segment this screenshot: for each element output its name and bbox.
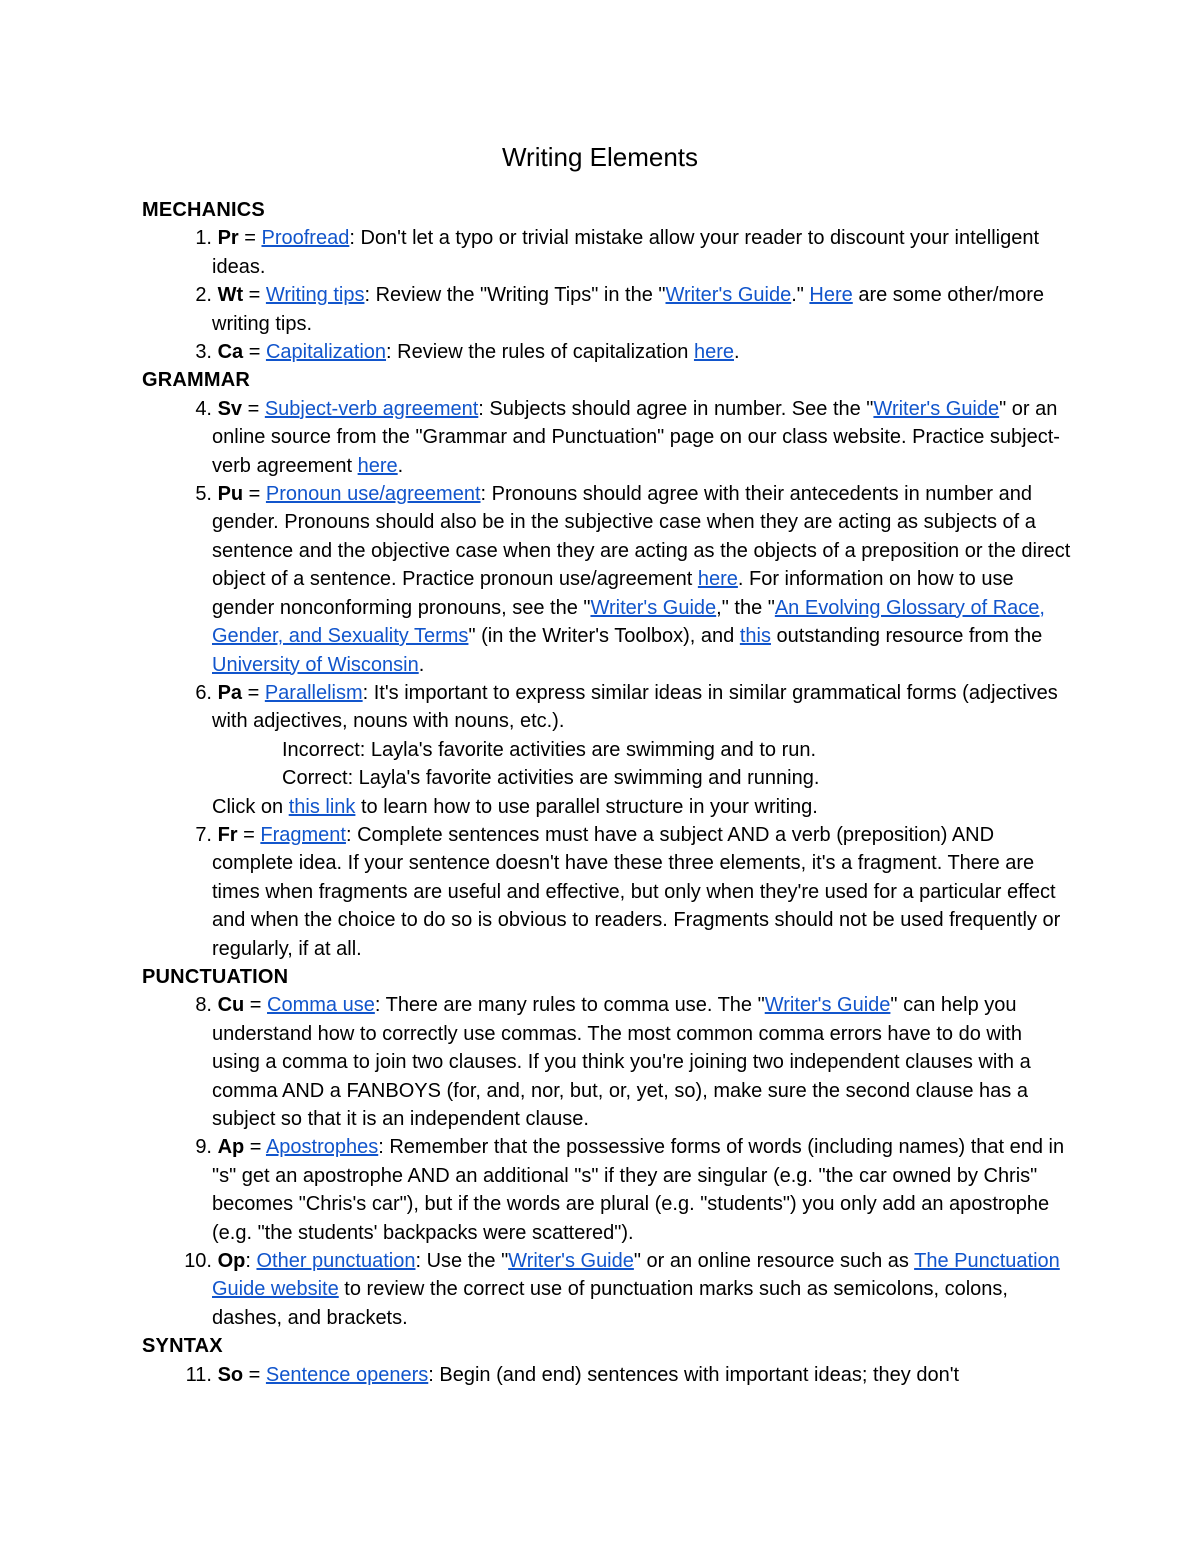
- item-number: 2.: [195, 284, 212, 307]
- item-text: : Subjects should agree in number. See the ": [478, 397, 874, 420]
- item-number: 11.: [185, 1363, 212, 1386]
- writers-guide-link[interactable]: Writer's Guide: [873, 397, 1000, 420]
- equals-text: =: [238, 227, 262, 250]
- parallelism-link[interactable]: Parallelism: [264, 681, 363, 704]
- example-incorrect: Incorrect: Layla's favorite activities are swimming and to run.: [282, 738, 817, 761]
- here-link[interactable]: here: [357, 454, 398, 477]
- item-text: : Begin (and end) sentences with important ideas; they don't: [428, 1363, 960, 1386]
- item-text: outstanding resource from the: [770, 625, 1043, 648]
- section-heading-punctuation: PUNCTUATION: [142, 965, 289, 988]
- equals-text: =: [244, 994, 268, 1017]
- item-text: : Review the "Writing Tips" in the ": [364, 284, 666, 307]
- writing-tips-link[interactable]: Writing tips: [265, 284, 365, 307]
- item-text: Click on: [212, 795, 289, 818]
- item-text: to review the correct use of punctuation marks such as semicolons, colons, dashes, and brackets.: [212, 1278, 1008, 1329]
- item-text: ," the ": [716, 596, 775, 619]
- list-item: [142, 1133, 1072, 1247]
- pronoun-use-link[interactable]: Pronoun use/agreement: [265, 483, 481, 506]
- proofread-link[interactable]: Proofread: [261, 227, 350, 250]
- equals-text: =: [237, 823, 261, 846]
- item-text: .": [791, 284, 810, 307]
- click-line: [212, 793, 1072, 821]
- equals-text: =: [242, 681, 265, 704]
- item-text: : It's important to express similar ideas in similar grammatical forms (adjectives with adjectives, nouns with nouns, etc.).: [212, 681, 1058, 733]
- list-item: [142, 1361, 1072, 1389]
- item-body: [212, 1361, 1072, 1389]
- glossary-link[interactable]: An Evolving Glossary of Race, Gender, and Sexuality Terms: [212, 596, 1045, 648]
- item-text: are some other/more writing tips.: [212, 284, 1044, 335]
- abbreviation: Pa: [217, 681, 243, 704]
- equals-text: =: [242, 397, 265, 420]
- item-text: " can help you understand how to correctly use commas. The most common comma errors have to do with using a comma to join two clauses. If you think you're joining two independent clauses with a comma AND a FANBOYS (for, and, nor, but, or, yet, so), make sure the second clause has a subject so that it is an independent clause.: [212, 994, 1031, 1130]
- item-text: " (in the Writer's Toolbox), and: [468, 625, 740, 648]
- abbreviation: Wt: [217, 284, 244, 307]
- abbreviation: Pr: [217, 227, 239, 250]
- colon-text: :: [245, 1250, 257, 1273]
- equals-text: =: [243, 284, 266, 307]
- item-body: [212, 395, 1072, 480]
- item-text: : Complete sentences must have a subject AND a verb (preposition) AND complete idea. If your sentence doesn't have these three elements, it's a fragment. There are times when fragments are useful and effective, but only when they're used for a particular effect and when the choice to do so is obvious to readers. Fragments should not be used frequently or regularly, if at all.: [212, 823, 1061, 960]
- section-heading-grammar: GRAMMAR: [142, 369, 251, 392]
- item-number: 9.: [195, 1136, 212, 1159]
- writers-guide-link[interactable]: Writer's Guide: [590, 596, 717, 619]
- list-item: [142, 821, 1072, 963]
- section-heading-mechanics: MECHANICS: [142, 199, 265, 221]
- list-item: [142, 224, 1072, 281]
- equals-text: =: [243, 1363, 266, 1386]
- item-body: [212, 991, 1072, 1133]
- item-number: 10.: [184, 1250, 212, 1273]
- abbreviation: Ca: [217, 341, 244, 364]
- item-text: : Review the rules of capitalization: [386, 341, 694, 364]
- item-body: [212, 821, 1072, 963]
- item-number: 6.: [195, 681, 212, 704]
- item-body: [212, 338, 1072, 366]
- subject-verb-agreement-link[interactable]: Subject-verb agreement: [264, 397, 479, 420]
- other-punctuation-link[interactable]: Other punctuation: [256, 1250, 416, 1273]
- writers-guide-link[interactable]: Writer's Guide: [508, 1250, 634, 1273]
- item-body: [212, 1247, 1072, 1332]
- capitalization-link[interactable]: Capitalization: [265, 341, 387, 364]
- university-of-wisconsin-link[interactable]: University of Wisconsin: [212, 653, 419, 676]
- list-item: [142, 1247, 1072, 1332]
- here-link[interactable]: here: [693, 341, 734, 364]
- item-text: .: [397, 454, 404, 477]
- abbreviation: Op: [217, 1250, 246, 1273]
- item-text: : There are many rules to comma use. The ": [374, 994, 765, 1017]
- item-text: " or an online source from the "Grammar and Punctuation" page on our class website. Practice subject-verb agreement: [212, 397, 1060, 477]
- item-number: 8.: [195, 994, 212, 1017]
- page-title: Writing Elements: [501, 142, 699, 172]
- equals-text: =: [244, 1136, 266, 1159]
- fragment-link[interactable]: Fragment: [260, 823, 346, 846]
- equals-text: =: [243, 341, 266, 364]
- equals-text: =: [243, 483, 266, 506]
- here-link[interactable]: Here: [809, 284, 853, 307]
- writers-guide-link[interactable]: Writer's Guide: [764, 994, 891, 1017]
- item-text: .: [733, 341, 740, 364]
- example-correct: Correct: Layla's favorite activities are swimming and running.: [282, 767, 820, 790]
- item-body: [212, 1133, 1072, 1247]
- abbreviation: Sv: [217, 397, 243, 420]
- abbreviation: Fr: [217, 823, 238, 846]
- item-number: 3.: [195, 341, 212, 364]
- item-body: [212, 224, 1072, 281]
- item-body: [212, 281, 1072, 338]
- sentence-openers-link[interactable]: Sentence openers: [265, 1363, 429, 1386]
- item-text: . For information on how to use gender nonconforming pronouns, see the ": [212, 568, 1014, 619]
- section-heading-syntax: SYNTAX: [142, 1335, 223, 1358]
- abbreviation: Pu: [217, 483, 244, 506]
- item-text: to learn how to use parallel structure in your writing.: [355, 795, 818, 818]
- apostrophes-link[interactable]: Apostrophes: [265, 1136, 379, 1159]
- item-text: " or an online resource such as: [633, 1250, 915, 1273]
- item-body: [212, 480, 1072, 679]
- document-content: [142, 196, 1072, 1389]
- list-item: [142, 480, 1072, 679]
- comma-use-link[interactable]: Comma use: [267, 994, 375, 1017]
- list-item: [142, 395, 1072, 480]
- item-text: .: [418, 653, 425, 676]
- here-link[interactable]: here: [697, 568, 738, 591]
- item-number: 5.: [195, 483, 212, 506]
- item-number: 4.: [195, 397, 212, 420]
- list-item: [142, 281, 1072, 338]
- punctuation-guide-link[interactable]: The Punctuation Guide website: [212, 1250, 1060, 1301]
- item-text: : Use the ": [415, 1250, 509, 1273]
- item-text: : Pronouns should agree with their antecedents in number and gender. Pronouns should also be in the subjective case when they are acting as subjects of a sentence and the objective case when they are acting as the objects of a preposition or the direct object of a sentence. Practice pronoun use/agreement: [212, 483, 1071, 591]
- item-text: : Remember that the possessive forms of words (including names) that end in "s" get an apostrophe AND an additional "s" if they are singular (e.g. "the car owned by Chris" becomes "Chris's car"), but if the words are plural (e.g. "students") you only add an apostrophe (e.g. "the students' backpacks were scattered").: [212, 1136, 1065, 1244]
- abbreviation: Ap: [217, 1136, 245, 1159]
- writers-guide-link[interactable]: Writer's Guide: [665, 284, 792, 307]
- item-body: [212, 679, 1072, 821]
- item-text: : Don't let a typo or trivial mistake allow your reader to discount your intelligent ideas.: [212, 227, 1040, 278]
- abbreviation: Cu: [217, 994, 245, 1017]
- item-number: 1.: [195, 227, 212, 250]
- this-link[interactable]: this: [739, 625, 771, 648]
- list-item: [142, 338, 1072, 366]
- item-number: 7.: [195, 823, 212, 846]
- list-item: [142, 991, 1072, 1133]
- this-link[interactable]: this link: [288, 795, 356, 818]
- abbreviation: So: [217, 1363, 244, 1386]
- list-item: [142, 679, 1072, 821]
